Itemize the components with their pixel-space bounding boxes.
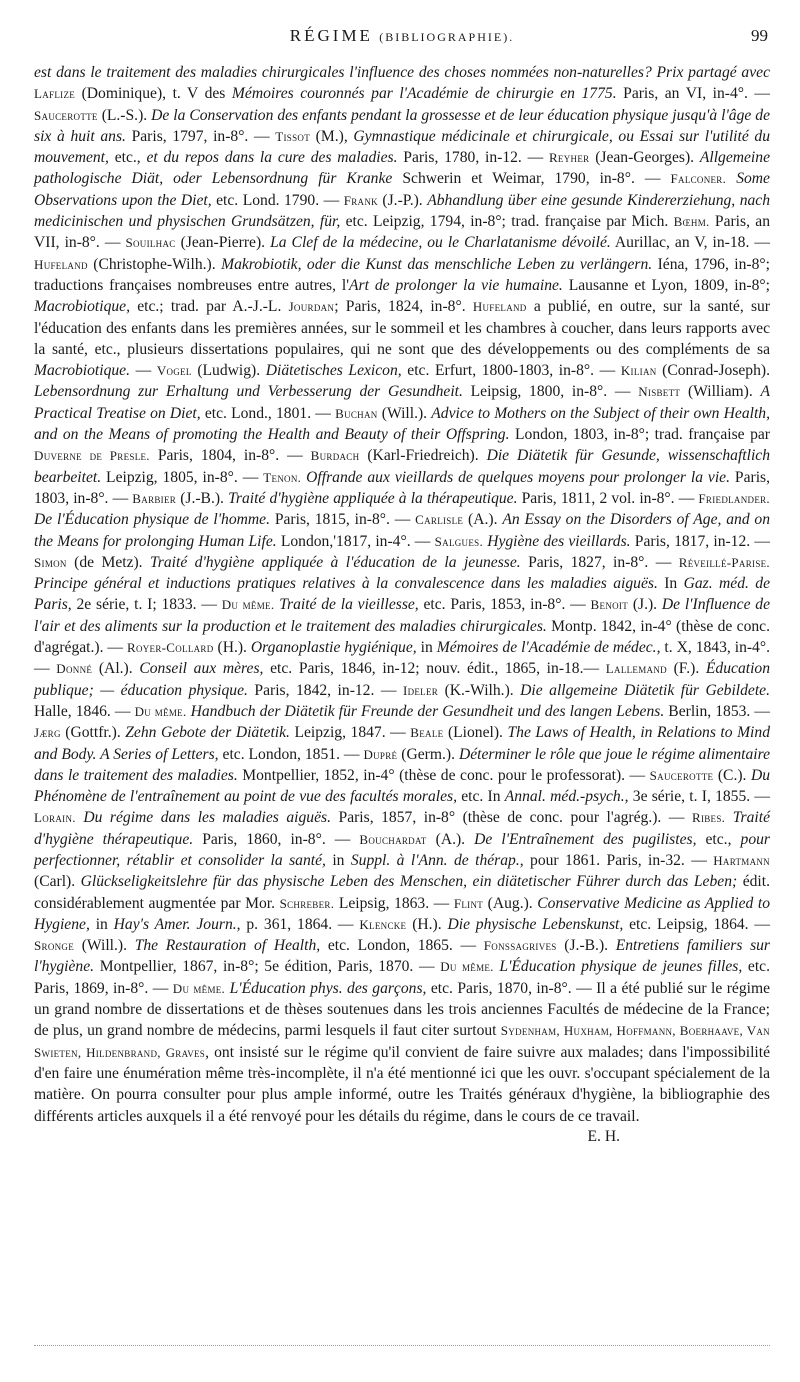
text-segment: Du Phénomène de l'entraînement au point de vue des facultés morales, (34, 766, 770, 806)
author-name: Royer-Collard (126, 640, 214, 656)
text-segment: — (130, 362, 157, 380)
text-segment: Mémoires couronnés par l'Académie de chirurgie en 1775. (231, 85, 617, 103)
text-segment: etc. Erfurt, 1800-1803, in-8°. — (401, 362, 621, 380)
text-segment: Art de prolonger la vie humaine. (349, 276, 563, 294)
text-segment: Macrobiotique, (34, 298, 130, 316)
author-name: Dupré (363, 746, 398, 762)
author-name: Du même. (134, 703, 187, 719)
text-segment: pour 1861. Paris, in-32. — (523, 851, 714, 869)
text-segment: (Aug.). (487, 894, 538, 912)
text-segment: ; Paris, 1824, in-8°. (334, 298, 473, 316)
text-segment: Advice to Mothers on the Subject of their own Health, and on the Means of promoting the Health and Beauty of their Offspring. (34, 404, 770, 444)
text-segment: Leipzig, 1805, in-8°. — (101, 468, 264, 486)
author-name: Friedlander. (698, 490, 770, 506)
text-segment: Éducation publique; — éducation physique. (34, 660, 771, 699)
text-segment: (J.-B.). (564, 937, 616, 955)
author-name: Benoit (590, 597, 629, 613)
text-segment: De la Conservation des enfants pendant la grossesse et de leur éducation physique jusqu'à l'âge de six à huit ans. (34, 106, 770, 145)
text-segment: Montp. 1842, in-4° (thèse de conc. d'agrégat.). — (34, 617, 770, 657)
text-segment: Traité de la vieillesse, (279, 596, 419, 614)
author-name: Donné (56, 661, 93, 677)
text-segment: Déterminer le rôle que joue le régime alimentaire dans le traitement des maladies. (34, 745, 770, 784)
text-segment: (L.-S.). (101, 106, 152, 124)
author-name: Du même. (221, 597, 275, 613)
text-segment: Paris, an VI, in-4°. — (616, 85, 771, 103)
text-segment: t. X, 1843, in-4°. — (34, 639, 770, 678)
author-name: Simon (34, 554, 67, 570)
author-name: Bouchardat (359, 831, 427, 847)
text-segment: Hay's Amer. Journ., (113, 915, 241, 933)
text-segment: Lebensordnung zur Erhaltung und Verbesserung der Gesundheit. (34, 383, 463, 401)
text-segment: Some Observations upon the Diet, (34, 170, 770, 209)
text-segment: Montpellier, 1852, in-4° (thèse de conc. pour le professorat). — (237, 766, 650, 784)
author-name: Kilian (620, 363, 657, 379)
author-name: Ideler (402, 682, 439, 698)
text-segment: etc. Paris, 1853, in-8°. — (418, 596, 591, 614)
text-segment: (Will.). (81, 937, 135, 955)
text-segment: Paris, 1860, in-8°. — (193, 830, 360, 848)
text-segment: Schwerin et Weimar, 1790, in-8°. — (392, 170, 671, 188)
text-segment: Glückseligkeitslehre für das physische Leben des Menschen, ein diätetischer Führer durch das Leben; (80, 873, 738, 891)
text-segment: Entretiens familiers sur l'hygiène. (34, 937, 770, 976)
text-segment: Paris, 1780, in-12. — (397, 149, 549, 167)
text-segment: Leipsig, 1800, in-8°. — (462, 383, 639, 401)
text-segment: etc. London, 1851. — (218, 745, 364, 763)
text-segment: The Restauration of Health, (134, 937, 321, 955)
footer-dotted-rule (34, 1345, 770, 1346)
text-segment: Organoplastie hygiénique, (250, 639, 417, 657)
text-segment: pour perfectionner, rétablir et consolider la santé, (34, 830, 770, 869)
author-name: Frank (343, 192, 378, 208)
text-segment: Montpellier, 1867, in-8°; 5e édition, Paris, 1870. — (94, 958, 441, 976)
author-name: Fonssagrives (483, 938, 557, 954)
text-segment: Paris, an VII, in-8°. — (34, 213, 771, 252)
text-segment: (Dominique), t. V des (81, 85, 232, 103)
author-name: Nisbett (638, 384, 681, 400)
text-segment: (Jean-Georges). (595, 149, 700, 167)
header-title: RÉGIME (289, 26, 373, 45)
text-segment: Paris, 1827, in-8°. — (520, 553, 679, 571)
text-segment: 2e série, t. I; 1833. — (71, 596, 222, 614)
text-segment: Gymnastique médicinale et chirurgicale, ou Essai sur l'utilité du mouvement, (34, 127, 770, 167)
text-segment: (Karl-Friedreich). (367, 447, 487, 465)
author-name: Burdach (310, 448, 360, 464)
author-name: Schreber. (279, 895, 335, 911)
author-name: Hartmann (713, 852, 770, 868)
text-segment: Principe général et inductions pratiques relatives à la convalescence dans les maladies aiguës. (34, 575, 658, 593)
text-segment: La Clef de la médecine, ou le Charlatanisme dévoilé. (270, 234, 611, 252)
text-segment: Aurillac, an V, in-18. — (610, 234, 770, 252)
text-segment: Zehn Gebote der Diätetik. (125, 724, 290, 742)
author-name: Jærg (34, 725, 61, 741)
text-segment: Leipzig, 1847. — (289, 724, 411, 742)
author-name: Reyher (548, 150, 590, 166)
text-segment: (K.-Wilh.). (444, 681, 521, 699)
text-segment: Paris, 1803, in-8°. — (34, 468, 771, 507)
author-name: Laflize (34, 86, 76, 102)
text-segment: (Ludwig). (197, 362, 266, 380)
text-segment: Die physische Lebenskunst, (447, 915, 624, 933)
text-segment: (William). (687, 383, 761, 401)
text-segment: , ont insisté sur le régime qu'il convient de faire suivre aux malades; dans l'impossibilité d'en faire une énumération même très-incomplète, il n'a été mentionné ici que les ouvr. s'occupant spécialement de la matière. On pourra consulter pour plus ample informé, outre les Traités généraux d'hygiène, la bibliographie des différents articles auxquels il a été renvoyé pour les détails du régime, dans le cours de ce travail. (34, 1043, 770, 1125)
author-name: Réveillé-Parise. (678, 554, 770, 570)
author-name: Tissot (275, 128, 310, 144)
text-segment: Traité d'hygiène appliquée à l'éducation de la jeunesse. (149, 553, 521, 571)
text-segment: Conseil aux mères, (139, 660, 264, 678)
text-segment: Berlin, 1853. — (664, 702, 770, 720)
text-segment: Paris, 1804, in-8°. — (157, 447, 311, 465)
text-segment: Macrobiotique. (34, 362, 130, 380)
text-segment: édit. considérablement augmentée par Mor. (34, 873, 770, 912)
text-segment: (Germ.). (401, 745, 459, 763)
author-name: Klencke (359, 916, 407, 932)
author-name: Du même. (172, 980, 226, 996)
text-segment: (Al.). (98, 660, 140, 678)
author-name: Barbier (132, 490, 177, 506)
text-segment: Leipsig, 1863. — (338, 894, 454, 912)
text-segment: Allgemeine pathologische Diät, oder Lebensordnung für Kranke (34, 149, 770, 188)
text-segment: (de Metz). (74, 553, 150, 571)
text-segment: etc. Paris, 1869, in-8°. — (34, 958, 770, 997)
text-segment: etc. Lond. 1790. — (211, 191, 344, 209)
text-segment: Du régime dans les maladies aiguës. (83, 809, 331, 827)
text-segment: (Christophe-Wilh.). (93, 255, 222, 273)
header-subtitle: (BIBLIOGRAPHIE). (379, 30, 515, 44)
text-segment: est dans le traitement des maladies chirurgicales l'influence des choses nommées non-naturelles? Prix partagé avec (34, 64, 770, 81)
text-segment: Conservative Medicine as Applied to Hygiene, (34, 894, 770, 933)
text-segment: (C.). (717, 766, 751, 784)
text-segment: et du repos dans la cure des maladies. (146, 149, 398, 167)
text-segment: Paris, 1797, in-8°. — (125, 127, 276, 145)
author-name: Bœhm. (673, 214, 710, 230)
author-name: Jourdan (288, 299, 335, 315)
text-segment: 3e série, t. I, 1855. — (628, 788, 771, 806)
text-segment: A Practical Treatise on Diet, (34, 383, 770, 422)
text-segment: (A.). (435, 830, 475, 848)
author-name: Souilhac (125, 235, 176, 251)
text-segment: etc.; trad. par A.-J.-L. (130, 298, 289, 316)
author-name: Vogel (156, 363, 192, 379)
author-name: Lallemand (605, 661, 667, 677)
author-name: Tenon. (263, 469, 302, 485)
author-name: Beale (410, 725, 444, 741)
author-name: Sronge (34, 938, 75, 954)
text-segment: Traité d'hygiène appliquée à la thérapeutique. (228, 489, 518, 507)
text-segment: In (657, 575, 684, 593)
text-segment: etc. London, 1865. — (320, 937, 484, 955)
text-segment: Abhandlung über eine gesunde Kindererziehung, nach medicinischen und physischen Grundsätzen, für, (34, 191, 771, 231)
text-segment: (H.). (217, 639, 251, 657)
text-segment: Annal. méd.-psych., (504, 788, 629, 806)
text-segment: (J.-B.). (180, 489, 229, 507)
text-segment: Paris, 1857, in-8° (thèse de conc. pour l'agrég.). — (331, 809, 692, 827)
author-name: Ribes. (691, 810, 726, 826)
text-segment: Traité d'hygiène thérapeutique. (34, 809, 770, 848)
text-segment: Iéna, 1796, in-8°; traductions françaises nombreuses entre autres, l' (34, 255, 770, 294)
text-segment: (M.), (315, 127, 354, 145)
text-segment: Makrobiotik, oder die Kunst das menschliche Leben zu verlängern. (221, 255, 653, 273)
text-segment: Diätetisches Lexicon, (265, 362, 402, 380)
running-header (34, 26, 770, 54)
text-segment: (Carl). (34, 873, 81, 891)
text-segment: Die allgemeine Diätetik für Gebildete. (520, 681, 770, 699)
text-segment: London, 1803, in-8°; trad. française par (509, 426, 770, 444)
bibliography-body (34, 62, 770, 1127)
text-segment: (Jean-Pierre). (180, 234, 271, 252)
text-segment: L'Éducation phys. des garçons, (229, 979, 427, 997)
text-segment: Paris, 1817, in-12. — (630, 532, 770, 550)
text-segment: (A.). (468, 511, 503, 529)
text-segment: (J.). (632, 596, 662, 614)
text-segment: (H.). (412, 915, 448, 933)
text-segment: Handbuch der Diätetik für Freunde der Gesundheit und des langen Lebens. (190, 702, 665, 720)
text-segment: L'Éducation physique de jeunes filles, (499, 958, 743, 976)
text-segment: De l'Entraînement des pugilistes, (474, 830, 697, 848)
text-segment: etc. Leipsig, 1864. — (623, 915, 771, 933)
text-segment: Paris, 1842, in-12. — (247, 681, 403, 699)
text-segment: The Laws of Health, in Relations to Mind and Body. A Series of Letters, (34, 724, 770, 763)
text-segment: in (416, 639, 437, 657)
text-segment: etc. In (456, 788, 505, 806)
text-segment: in (89, 915, 114, 933)
bibliography-paragraph (34, 62, 770, 1127)
author-name: Saucerotte (34, 107, 98, 123)
text-segment: Paris, 1815, in-8°. — (270, 511, 416, 529)
text-segment: Gaz. méd. de Paris, (34, 575, 770, 614)
text-segment: De l'Éducation physique de l'homme. (34, 511, 270, 529)
author-name: Salgues. (434, 533, 483, 549)
text-segment: (Conrad-Joseph). (662, 362, 770, 380)
author-name-list: Sydenham, Huxham, Hoffmann, Boerhaave, Van Swieten, Hildenbrand, Graves (34, 1023, 770, 1060)
text-segment: etc. Leipzig, 1794, in-8°; trad. française par Mich. (340, 213, 674, 231)
text-segment: (Lionel). (447, 724, 508, 742)
text-segment: An Essay on the Disorders of Age, and on the Means for prolonging Human Life. (34, 511, 771, 550)
text-segment: London,'1817, in-4°. — (276, 532, 435, 550)
text-segment: (Will.). (381, 404, 432, 422)
author-name: Flint (453, 895, 484, 911)
text-segment: etc. Paris, 1846, in-12; nouv. édit., 1865, in-18.— (263, 660, 606, 678)
text-segment: Die Diätetik für Gesunde, wissenschaftlich bearbeitet. (34, 447, 770, 486)
text-segment: p. 361, 1864. — (240, 915, 360, 933)
author-name: Falconer. (670, 171, 727, 187)
author-name: Duverne de Presle. (34, 448, 150, 464)
text-segment: etc. Lond., 1801. — (200, 404, 336, 422)
text-segment: Offrande aux vieillards de quelques moyens pour prolonger la vie. (306, 468, 730, 486)
author-name: Buchan (335, 405, 378, 421)
author-signature: E. H. (587, 1127, 620, 1145)
author-name: Hufeland (472, 299, 527, 315)
text-segment: in (325, 851, 351, 869)
page-number: 99 (751, 26, 768, 45)
author-name: Saucerotte (649, 767, 714, 783)
text-segment: etc., (696, 830, 741, 848)
text-segment: etc. Paris, 1870, in-8°. — Il a été publié sur le régime un grand nombre de dissertations et de thèses soutenues dans les trois anciennes Facultés de médecine de la France; de plus, un grand nombre de médecins, parmi lesquels il faut citer surtout (34, 979, 770, 1040)
text-segment: (F.). (673, 660, 706, 678)
text-segment: (Gottfr.). (65, 724, 126, 742)
text-segment: (J.-P.). (382, 191, 428, 209)
author-name: Carlisle (415, 512, 464, 528)
author-name: Lorain. (34, 810, 76, 826)
text-segment: Paris, 1811, 2 vol. in-8°. — (517, 489, 699, 507)
text-segment: a publié, en outre, sur la santé, sur l'éducation des enfants dans les premières années, sur le sommeil et les chambres à coucher, dans leurs rapports avec la santé, etc., plusieurs dissertations populaires, qui ne sont que des développements ou des compléments de sa (34, 298, 771, 358)
text-segment: De l'Influence de l'air et des aliments sur la production et le traitement des maladies chirurgicales. (34, 596, 771, 635)
text-segment: Lausanne et Lyon, 1809, in-8°; (562, 276, 770, 294)
text-segment: Hygiène des vieillards. (487, 532, 631, 550)
text-segment: Halle, 1846. — (34, 702, 135, 720)
text-segment: Mémoires de l'Académie de médec., (436, 639, 661, 657)
text-segment: etc., (108, 149, 147, 167)
text-segment: Suppl. à l'Ann. de thérap., (350, 851, 524, 869)
author-name: Du même. (440, 959, 494, 975)
author-name: Hufeland (34, 256, 88, 272)
